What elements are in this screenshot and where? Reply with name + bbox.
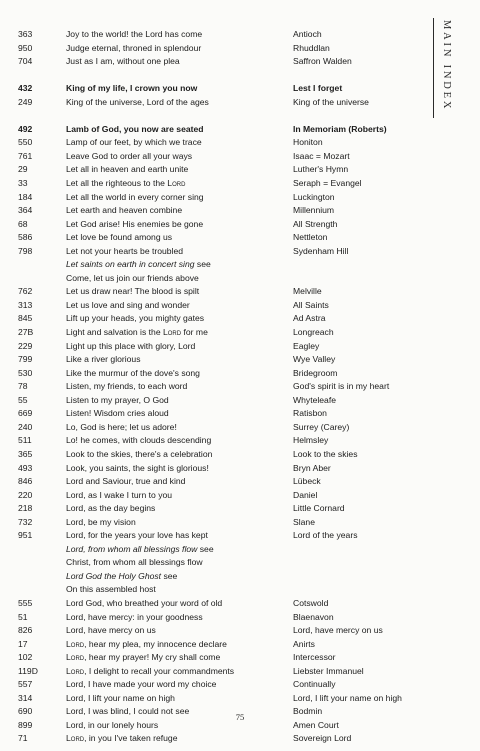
hymn-number: 240 — [18, 421, 33, 432]
index-row — [0, 489, 480, 503]
index-row — [0, 421, 480, 435]
tune-name: Millennium — [293, 205, 335, 216]
first-line-text: Listen, my friends, to each word — [66, 381, 188, 392]
first-line-tail: , hear my plea, my innocence declare — [84, 638, 227, 649]
index-row — [0, 678, 480, 692]
first-line-text: Lord, have mercy: in your goodness — [66, 611, 203, 622]
tune-name: Wye Valley — [293, 354, 336, 365]
first-line-text: Christ, from whom all blessings flow — [66, 557, 203, 568]
first-line-text: Lo, God is here; let us adore! — [66, 421, 177, 432]
hymn-number: 586 — [18, 232, 33, 243]
tune-name: Saffron Walden — [293, 56, 352, 67]
hymn-number: 314 — [18, 692, 33, 703]
index-row — [0, 475, 480, 489]
first-line-text: Lamb of God, you now are seated — [66, 123, 204, 134]
hymn-number: 762 — [18, 286, 33, 297]
index-row — [0, 624, 480, 638]
small-caps-lord: Lord — [66, 652, 85, 663]
index-row — [0, 597, 480, 611]
first-line — [66, 692, 175, 706]
tune-name: Lübeck — [293, 476, 321, 487]
tune-name: All Strength — [293, 218, 338, 229]
tune-name: Lord, have mercy on us — [293, 625, 383, 636]
index-row — [0, 448, 480, 462]
first-line-text: Let all in heaven and earth unite — [66, 164, 189, 175]
first-line — [66, 28, 202, 42]
first-line-text: Let saints on earth in concert sing — [66, 259, 195, 270]
first-line — [66, 421, 177, 435]
small-caps-lord: Lord — [66, 733, 85, 744]
index-row — [0, 218, 480, 232]
first-line-text: Just as I am, without one plea — [66, 56, 180, 67]
tune-name: Whyteleafe — [293, 394, 336, 405]
index-row — [0, 299, 480, 313]
first-line-text: Lord, in our lonely hours — [66, 719, 159, 730]
index-row — [0, 583, 480, 597]
hymn-number: 218 — [18, 503, 33, 514]
row-spacer — [0, 69, 480, 83]
index-row — [0, 326, 480, 340]
index-row — [0, 96, 480, 110]
hymn-number: 799 — [18, 354, 33, 365]
tune-name: Look to the skies — [293, 448, 358, 459]
tune-name: Ratisbon — [293, 408, 327, 419]
first-line-text: Let earth and heaven combine — [66, 205, 183, 216]
first-line — [66, 638, 227, 652]
index-row — [0, 42, 480, 56]
tune-name: Isaac = Mozart — [293, 150, 350, 161]
hymn-number: 33 — [18, 178, 28, 189]
hymn-number: 732 — [18, 516, 33, 527]
hymn-number: 761 — [18, 150, 33, 161]
first-line-text: Light up this place with glory, Lord — [66, 340, 196, 351]
first-line — [66, 42, 201, 56]
tune-name: Lord of the years — [293, 530, 358, 541]
index-list — [0, 28, 480, 746]
hymn-number: 550 — [18, 137, 33, 148]
first-line-tail: , hear my prayer! My cry shall come — [84, 652, 221, 663]
index-row — [0, 231, 480, 245]
tune-name: Luther's Hymn — [293, 164, 349, 175]
small-caps-lord: Lord — [167, 178, 186, 189]
first-line-text: Let all the righteous to the — [66, 178, 168, 189]
first-line-text: Come, let us join our friends above — [66, 272, 199, 283]
hymn-number: 555 — [18, 597, 33, 608]
index-row — [0, 732, 480, 746]
hymn-number: 365 — [18, 448, 33, 459]
first-line — [66, 231, 172, 245]
first-line — [66, 285, 199, 299]
first-line-text: Lord, I was blind, I could not see — [66, 706, 190, 717]
first-line — [66, 82, 197, 96]
first-line — [66, 475, 185, 489]
first-line-text: Let us draw near! The blood is spilt — [66, 286, 200, 297]
first-line — [66, 258, 211, 272]
tune-name: God's spirit is in my heart — [293, 381, 390, 392]
index-row — [0, 177, 480, 191]
hymn-number: 29 — [18, 164, 28, 175]
index-row — [0, 665, 480, 679]
hymn-number: 17 — [18, 638, 28, 649]
first-line — [66, 299, 190, 313]
first-line — [66, 367, 200, 381]
first-line-text: Lamp of our feet, by which we trace — [66, 137, 202, 148]
row-spacer — [0, 109, 480, 123]
tune-name: Intercessor — [293, 652, 336, 663]
index-row — [0, 692, 480, 706]
first-line — [66, 556, 203, 570]
small-caps-lord: Lord — [66, 665, 85, 676]
hymn-number: 530 — [18, 367, 33, 378]
hymn-number: 184 — [18, 191, 33, 202]
hymn-number: 669 — [18, 408, 33, 419]
tune-name: Luckington — [293, 191, 335, 202]
tune-name: All Saints — [293, 299, 329, 310]
first-line-text: Listen to my prayer, O God — [66, 394, 169, 405]
first-line-text: Lord, have mercy on us — [66, 625, 156, 636]
hymn-number: 102 — [18, 652, 33, 663]
first-line — [66, 502, 155, 516]
first-line-text: Lift up your heads, you mighty gates — [66, 313, 205, 324]
hymn-number: 845 — [18, 313, 33, 324]
first-line-text: Lord, I have made your word my choice — [66, 679, 217, 690]
first-line — [66, 191, 204, 205]
index-row — [0, 55, 480, 69]
tune-name: Honiton — [293, 137, 323, 148]
first-line-text: Look to the skies, there's a celebration — [66, 448, 213, 459]
hymn-number: 899 — [18, 719, 33, 730]
tune-name: Lord, I lift your name on high — [293, 692, 402, 703]
index-row — [0, 285, 480, 299]
index-row — [0, 191, 480, 205]
first-line-text: Lord, as the day begins — [66, 503, 156, 514]
first-line-text: Joy to the world! the Lord has come — [66, 29, 203, 39]
tune-name: In Memoriam (Roberts) — [293, 123, 387, 134]
first-line-text: Let love be found among us — [66, 232, 173, 243]
index-row — [0, 340, 480, 354]
first-line — [66, 543, 214, 557]
tune-name: Helmsley — [293, 435, 329, 446]
index-row — [0, 407, 480, 421]
index-row — [0, 163, 480, 177]
first-line — [66, 462, 209, 476]
first-line — [66, 529, 208, 543]
tune-name: Cotswold — [293, 597, 329, 608]
first-line-text: Let us love and sing and wonder — [66, 299, 190, 310]
tune-name: Sydenham Hill — [293, 245, 349, 256]
tune-name: Liebster Immanuel — [293, 665, 364, 676]
tune-name: Lest I forget — [293, 83, 343, 94]
first-line — [66, 163, 188, 177]
first-line-text: Lord, be my vision — [66, 516, 136, 527]
hymn-number: 704 — [18, 56, 33, 67]
see-reference: see — [197, 543, 214, 554]
index-row — [0, 462, 480, 476]
tune-name: Ad Astra — [293, 313, 326, 324]
first-line — [66, 448, 212, 462]
first-line-text: Judge eternal, throned in splendour — [66, 42, 202, 53]
first-line-text: King of the universe, Lord of the ages — [66, 96, 209, 107]
tune-name: Bodmin — [293, 706, 323, 717]
hymn-number: 313 — [18, 299, 33, 310]
first-line — [66, 204, 182, 218]
tune-name: Seraph = Evangel — [293, 178, 362, 189]
first-line — [66, 407, 169, 421]
first-line-text: On this assembled host — [66, 584, 156, 595]
hymn-number: 27B — [18, 327, 34, 338]
index-row — [0, 367, 480, 381]
hymn-number: 557 — [18, 679, 33, 690]
hymn-number: 492 — [18, 123, 33, 134]
index-row — [0, 150, 480, 164]
hymn-number: 220 — [18, 489, 33, 500]
hymn-number: 364 — [18, 205, 33, 216]
first-line-text: Lord, I lift your name on high — [66, 692, 175, 703]
first-line-text: Let all the world in every corner sing — [66, 191, 204, 202]
see-reference: see — [194, 259, 211, 270]
first-line — [66, 96, 209, 110]
index-row — [0, 312, 480, 326]
first-line — [66, 732, 178, 746]
index-row — [0, 258, 480, 272]
index-row — [0, 529, 480, 543]
first-line — [66, 177, 185, 191]
first-line-text: Listen! Wisdom cries aloud — [66, 408, 169, 419]
index-row — [0, 502, 480, 516]
first-line — [66, 55, 180, 69]
first-line-tail: , I delight to recall your commandments — [84, 665, 235, 676]
first-line — [66, 312, 204, 326]
first-line-text: Look, you saints, the sight is glorious! — [66, 462, 209, 473]
first-line — [66, 150, 192, 164]
first-line-text: Like the murmur of the dove's song — [66, 367, 200, 378]
tune-name: Blaenavon — [293, 611, 334, 622]
hymn-number: 690 — [18, 706, 33, 717]
first-line — [66, 651, 220, 665]
hymn-number: 826 — [18, 625, 33, 636]
index-row — [0, 611, 480, 625]
tune-name: Slane — [293, 516, 315, 527]
first-line-text: Like a river glorious — [66, 354, 141, 365]
hymn-number: 363 — [18, 29, 33, 39]
side-title: MAIN INDEX — [441, 20, 452, 112]
page-number: 75 — [235, 712, 245, 722]
small-caps-lord: Lord — [162, 327, 182, 338]
first-line — [66, 516, 136, 530]
tune-name: Melville — [293, 286, 322, 297]
tune-name: Antioch — [293, 29, 322, 39]
first-line-text: Let not your hearts be troubled — [66, 245, 184, 256]
index-row — [0, 556, 480, 570]
index-row — [0, 272, 480, 286]
index-row — [0, 543, 480, 557]
index-row — [0, 353, 480, 367]
first-line — [66, 394, 169, 408]
first-line — [66, 123, 204, 137]
see-reference: see — [161, 570, 178, 581]
first-line — [66, 136, 202, 150]
hymn-number: 68 — [18, 218, 28, 229]
first-line — [66, 611, 203, 625]
tune-name: Daniel — [293, 489, 318, 500]
first-line — [66, 665, 234, 679]
first-line-text: Leave God to order all your ways — [66, 150, 193, 161]
hymn-number: 249 — [18, 96, 33, 107]
index-row — [0, 570, 480, 584]
first-line-text: Lord God, who breathed your word of old — [66, 597, 223, 608]
tune-name: Bridegroom — [293, 367, 338, 378]
hymn-number: 51 — [18, 611, 28, 622]
index-row — [0, 136, 480, 150]
first-line-text: Lord God the Holy Ghost — [66, 570, 162, 581]
first-line-text: Lo! he comes, with clouds descending — [66, 435, 212, 446]
index-row — [0, 516, 480, 530]
hymn-number: 55 — [18, 394, 28, 405]
index-row — [0, 245, 480, 259]
hymn-number: 951 — [18, 530, 33, 541]
first-line — [66, 597, 222, 611]
first-line — [66, 218, 203, 232]
first-line — [66, 570, 177, 584]
tune-name: Eagley — [293, 340, 320, 351]
first-line-text: Lord, as I wake I turn to you — [66, 489, 173, 500]
tune-name: Longreach — [293, 327, 334, 338]
first-line — [66, 678, 216, 692]
first-line — [66, 340, 195, 354]
index-row — [0, 651, 480, 665]
hymn-number: 493 — [18, 462, 33, 473]
tune-name: Nettleton — [293, 232, 328, 243]
tune-name: Anirts — [293, 638, 315, 649]
first-line — [66, 245, 183, 259]
hymn-number: 511 — [18, 435, 32, 446]
first-line — [66, 434, 211, 448]
first-line — [66, 489, 172, 503]
index-row — [0, 638, 480, 652]
first-line — [66, 353, 141, 367]
hymn-number: 846 — [18, 476, 33, 487]
tune-name: King of the universe — [293, 96, 369, 107]
hymn-number: 432 — [18, 83, 33, 94]
first-line — [66, 326, 208, 340]
hymn-number: 119D — [18, 665, 38, 676]
tune-name: Rhuddlan — [293, 42, 330, 53]
first-line-tail: for me — [181, 327, 208, 338]
hymn-number: 71 — [18, 733, 28, 744]
tune-name: Sovereign Lord — [293, 733, 352, 744]
first-line — [66, 624, 156, 638]
tune-name: Continually — [293, 679, 336, 690]
hymn-number: 229 — [18, 340, 33, 351]
index-row — [0, 394, 480, 408]
hymn-number: 798 — [18, 245, 33, 256]
small-caps-lord: Lord — [66, 638, 85, 649]
first-line-text: King of my life, I crown you now — [66, 83, 198, 94]
tune-name: Little Cornard — [293, 503, 345, 514]
index-row — [0, 28, 480, 42]
first-line-tail: , in you I've taken refuge — [84, 733, 178, 744]
index-row — [0, 204, 480, 218]
first-line — [66, 583, 156, 597]
first-line-text: Lord and Saviour, true and kind — [66, 476, 186, 487]
hymn-number: 950 — [18, 42, 33, 53]
index-row — [0, 82, 480, 96]
tune-name: Amen Court — [293, 719, 339, 730]
tune-name: Surrey (Carey) — [293, 421, 350, 432]
index-row — [0, 123, 480, 137]
hymn-number: 78 — [18, 381, 28, 392]
first-line-text: Lord, from whom all blessings flow — [66, 543, 198, 554]
first-line — [66, 380, 187, 394]
first-line — [66, 272, 199, 286]
first-line-text: Lord, for the years your love has kept — [66, 530, 208, 541]
index-row — [0, 380, 480, 394]
index-row — [0, 434, 480, 448]
first-line-text: Light and salvation is the — [66, 327, 163, 338]
tune-name: Bryn Aber — [293, 462, 331, 473]
first-line-text: Let God arise! His enemies be gone — [66, 218, 204, 229]
